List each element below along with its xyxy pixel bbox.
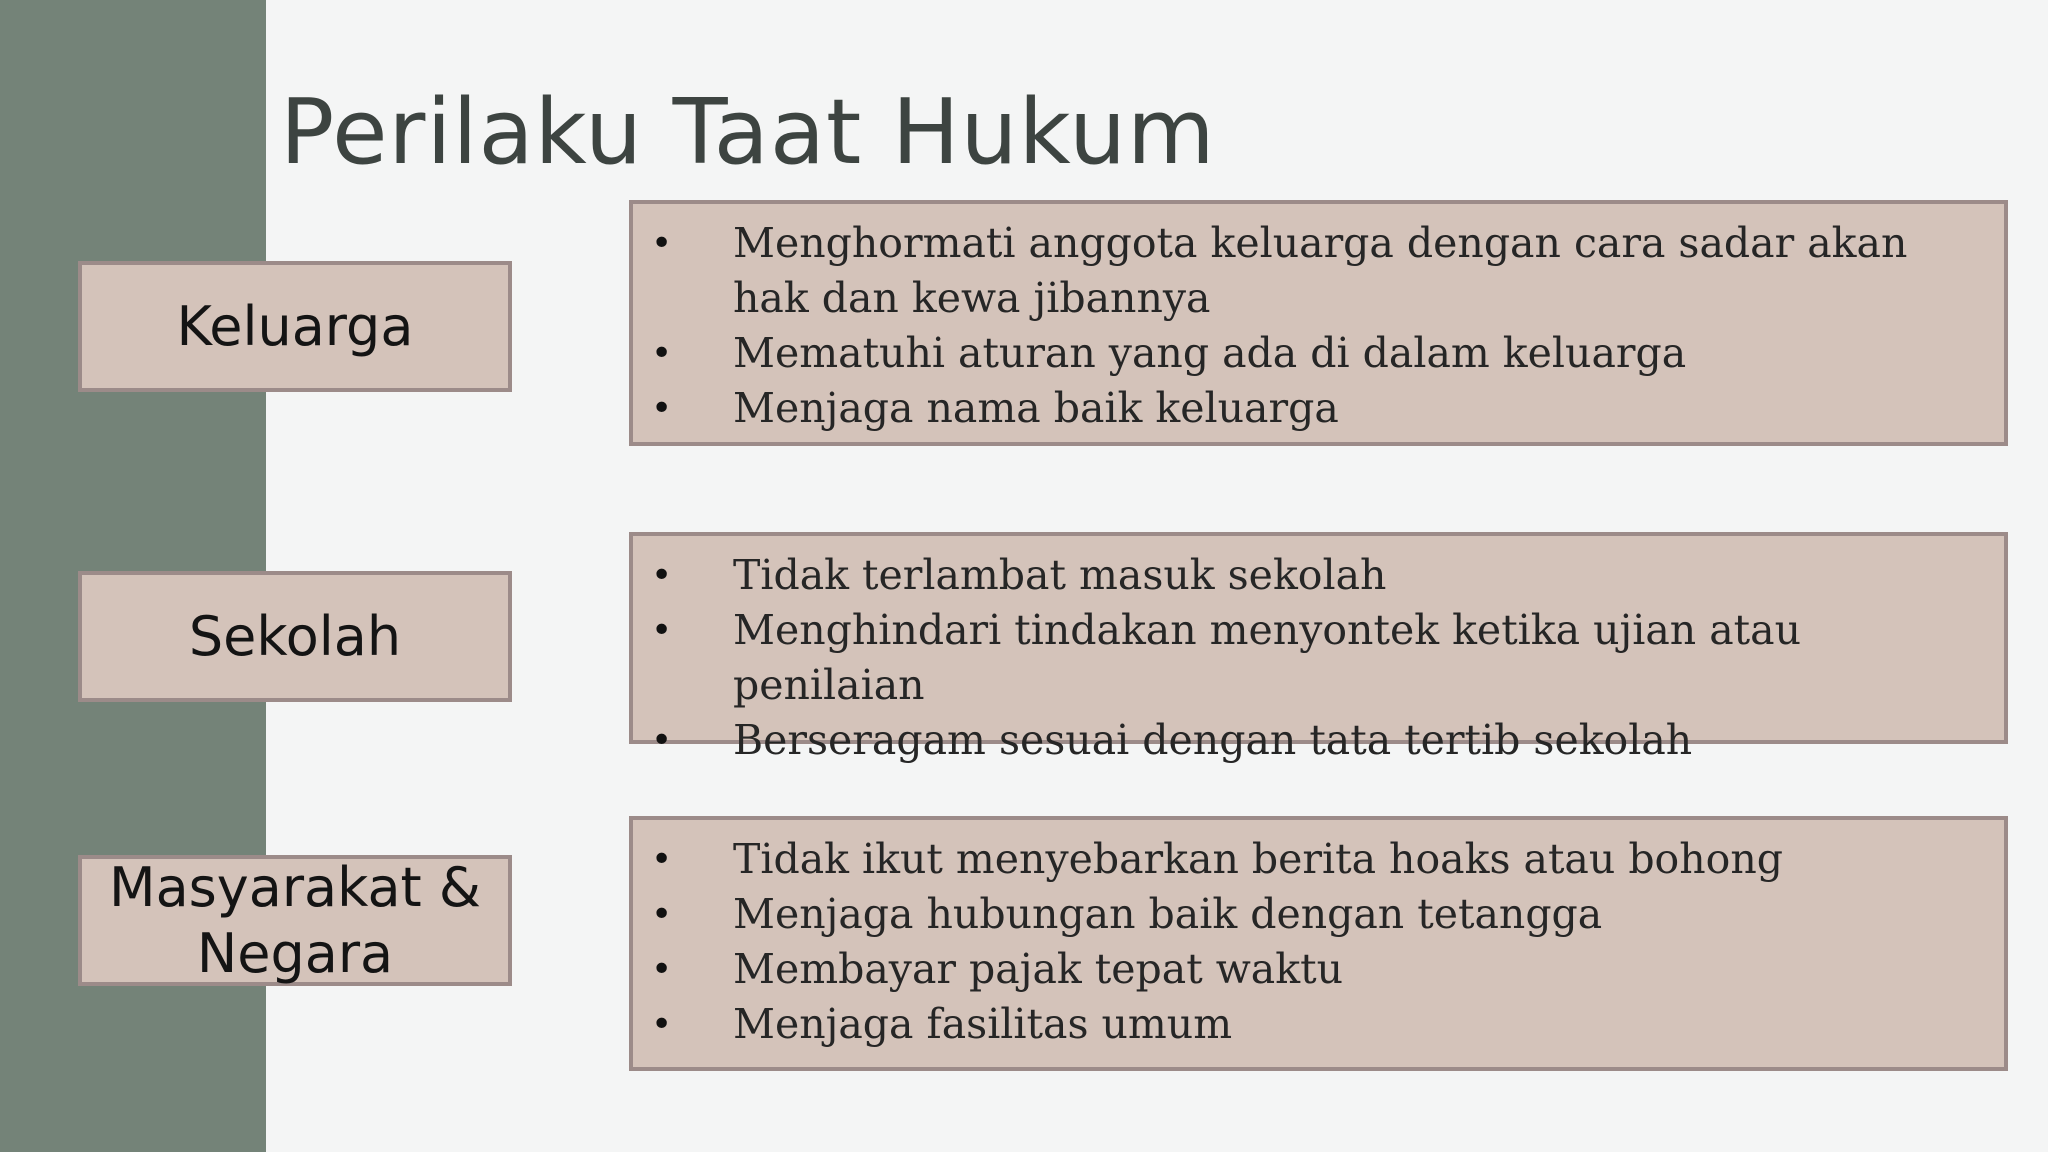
bullet-icon: •: [651, 555, 673, 596]
list-item-text: Menghormati anggota keluarga dengan cara sadar akan hak dan kewa jibannya: [733, 219, 1908, 322]
list-item: [633, 216, 1964, 326]
list-item: [633, 381, 1964, 436]
bullet-list-keluarga: [633, 216, 1964, 436]
section-label-masyarakat-negara: Masyarakat & Negara: [78, 855, 512, 986]
list-item-text: Tidak ikut menyebarkan berita hoaks atau bohong: [733, 835, 1783, 883]
bullet-icon: •: [651, 388, 673, 429]
list-item-text: Tidak terlambat masuk sekolah: [733, 551, 1387, 599]
bullet-icon: •: [651, 949, 673, 990]
bullet-icon: •: [651, 839, 673, 880]
section-label-keluarga: Keluarga: [78, 261, 512, 392]
list-item: [633, 548, 1964, 603]
content-box-sekolah: [629, 532, 2008, 764]
content-box-masyarakat-negara: [629, 816, 2008, 1071]
list-item-text: Menghindari tindakan menyontek ketika ujian atau penilaian: [733, 606, 1801, 709]
bullet-icon: •: [651, 1004, 673, 1045]
list-item: [633, 326, 1964, 381]
bullet-icon: •: [651, 720, 673, 761]
list-item-text: Mematuhi aturan yang ada di dalam keluarga: [733, 329, 1687, 377]
list-item-text: Membayar pajak tepat waktu: [733, 945, 1343, 993]
list-item-text: Menjaga fasilitas umum: [733, 1000, 1233, 1048]
section-label-sekolah: Sekolah: [78, 571, 512, 702]
bullet-list-sekolah: [633, 548, 1964, 768]
list-item: [633, 603, 1964, 713]
page-title: Perilaku Taat Hukum: [280, 80, 1216, 185]
list-item: [633, 713, 1964, 768]
bullet-icon: •: [651, 894, 673, 935]
list-item-text: Menjaga hubungan baik dengan tetangga: [733, 890, 1603, 938]
content-box-keluarga: [629, 200, 2008, 446]
list-item: [633, 942, 1964, 997]
list-item: [633, 832, 1964, 887]
bullet-icon: •: [651, 223, 673, 264]
list-item: [633, 997, 1964, 1052]
list-item-text: Berseragam sesuai dengan tata tertib sekolah: [733, 716, 1693, 764]
bullet-list-masyarakat-negara: [633, 832, 1964, 1052]
bullet-icon: •: [651, 610, 673, 651]
list-item: [633, 887, 1964, 942]
bullet-icon: •: [651, 333, 673, 374]
list-item-text: Menjaga nama baik keluarga: [733, 384, 1339, 432]
